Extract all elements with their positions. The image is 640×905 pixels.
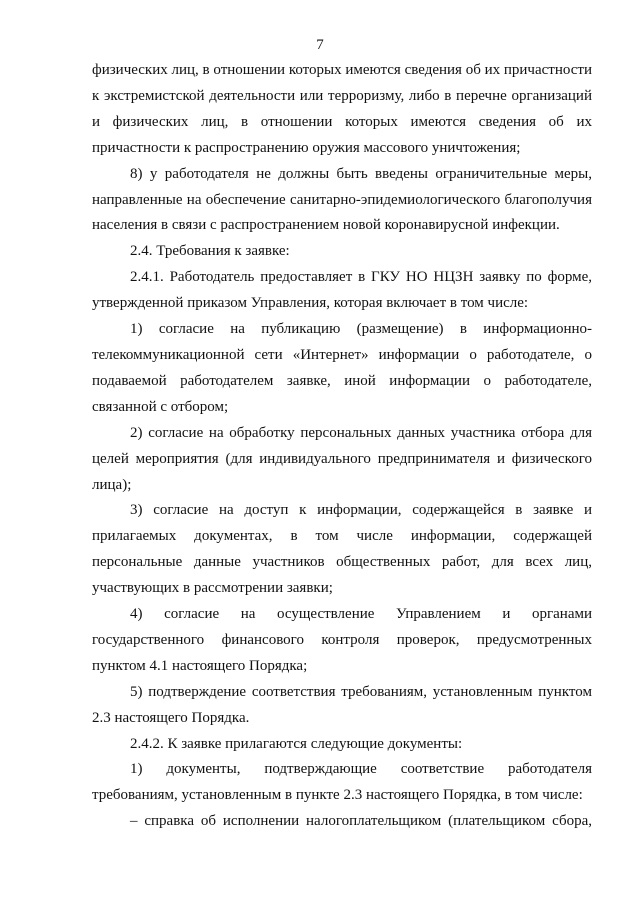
paragraph-consent-3: 3) согласие на доступ к информации, содержащейся в заявке и прилагаемых документах, в том числе информации, содержащей персональные данные участников общественных работ, для всех лиц, участвующих в рассмотрении заявки; [92,502,592,597]
paragraph-confirmation-5: 5) подтверждение соответствия требованиям, установленным пунктом 2.3 настоящего Порядка. [92,683,592,726]
paragraph-consent-1: 1) согласие на публикацию (размещение) в информационно-телекоммуникационной сети «Интернет» информации о работодателе, о подаваемой работодателем заявке, иной информации о работодателе, связанной с отбором; [92,321,592,415]
paragraph-2-4-2: 2.4.2. К заявке прилагаются следующие документы: [130,735,463,752]
paragraph-documents-1: 1) документы, подтверждающие соответствие работодателя требованиям, установленным в пункте 2.3 настоящего Порядка, в том числе: [92,761,592,804]
page-number: 7 [316,37,324,53]
paragraph-continuation: физических лиц, в отношении которых имеются сведения об их причастности к экстремистской деятельности или терроризму, либо в перечне организаций и физических лиц, в отношении которых имеются сведения об их причастности к распространению оружия массового уничтожения; [92,62,592,156]
paragraph-consent-2: 2) согласие на обработку персональных данных участника отбора для целей мероприятия (для индивидуального предпринимателя и физического лица); [92,424,592,493]
document-body [92,58,592,835]
section-heading-2-4: 2.4. Требования к заявке: [130,243,290,260]
paragraph-tax-certificate: – справка об исполнении налогоплательщиком (плательщиком сбора, [130,813,592,830]
paragraph-2-4-1: 2.4.1. Работодатель предоставляет в ГКУ НО НЦЗН заявку по форме, утвержденной приказом Управления, которая включает в том числе: [92,269,592,312]
paragraph-item-8: 8) у работодателя не должны быть введены ограничительные меры, направленные на обеспечение санитарно-эпидемиологического благополучия населения в связи с распространением новой коронавирусной инфекции. [92,165,592,234]
paragraph-consent-4: 4) согласие на осуществление Управлением и органами государственного финансового контроля проверок, предусмотренных пунктом 4.1 настоящего Порядка; [92,606,592,674]
